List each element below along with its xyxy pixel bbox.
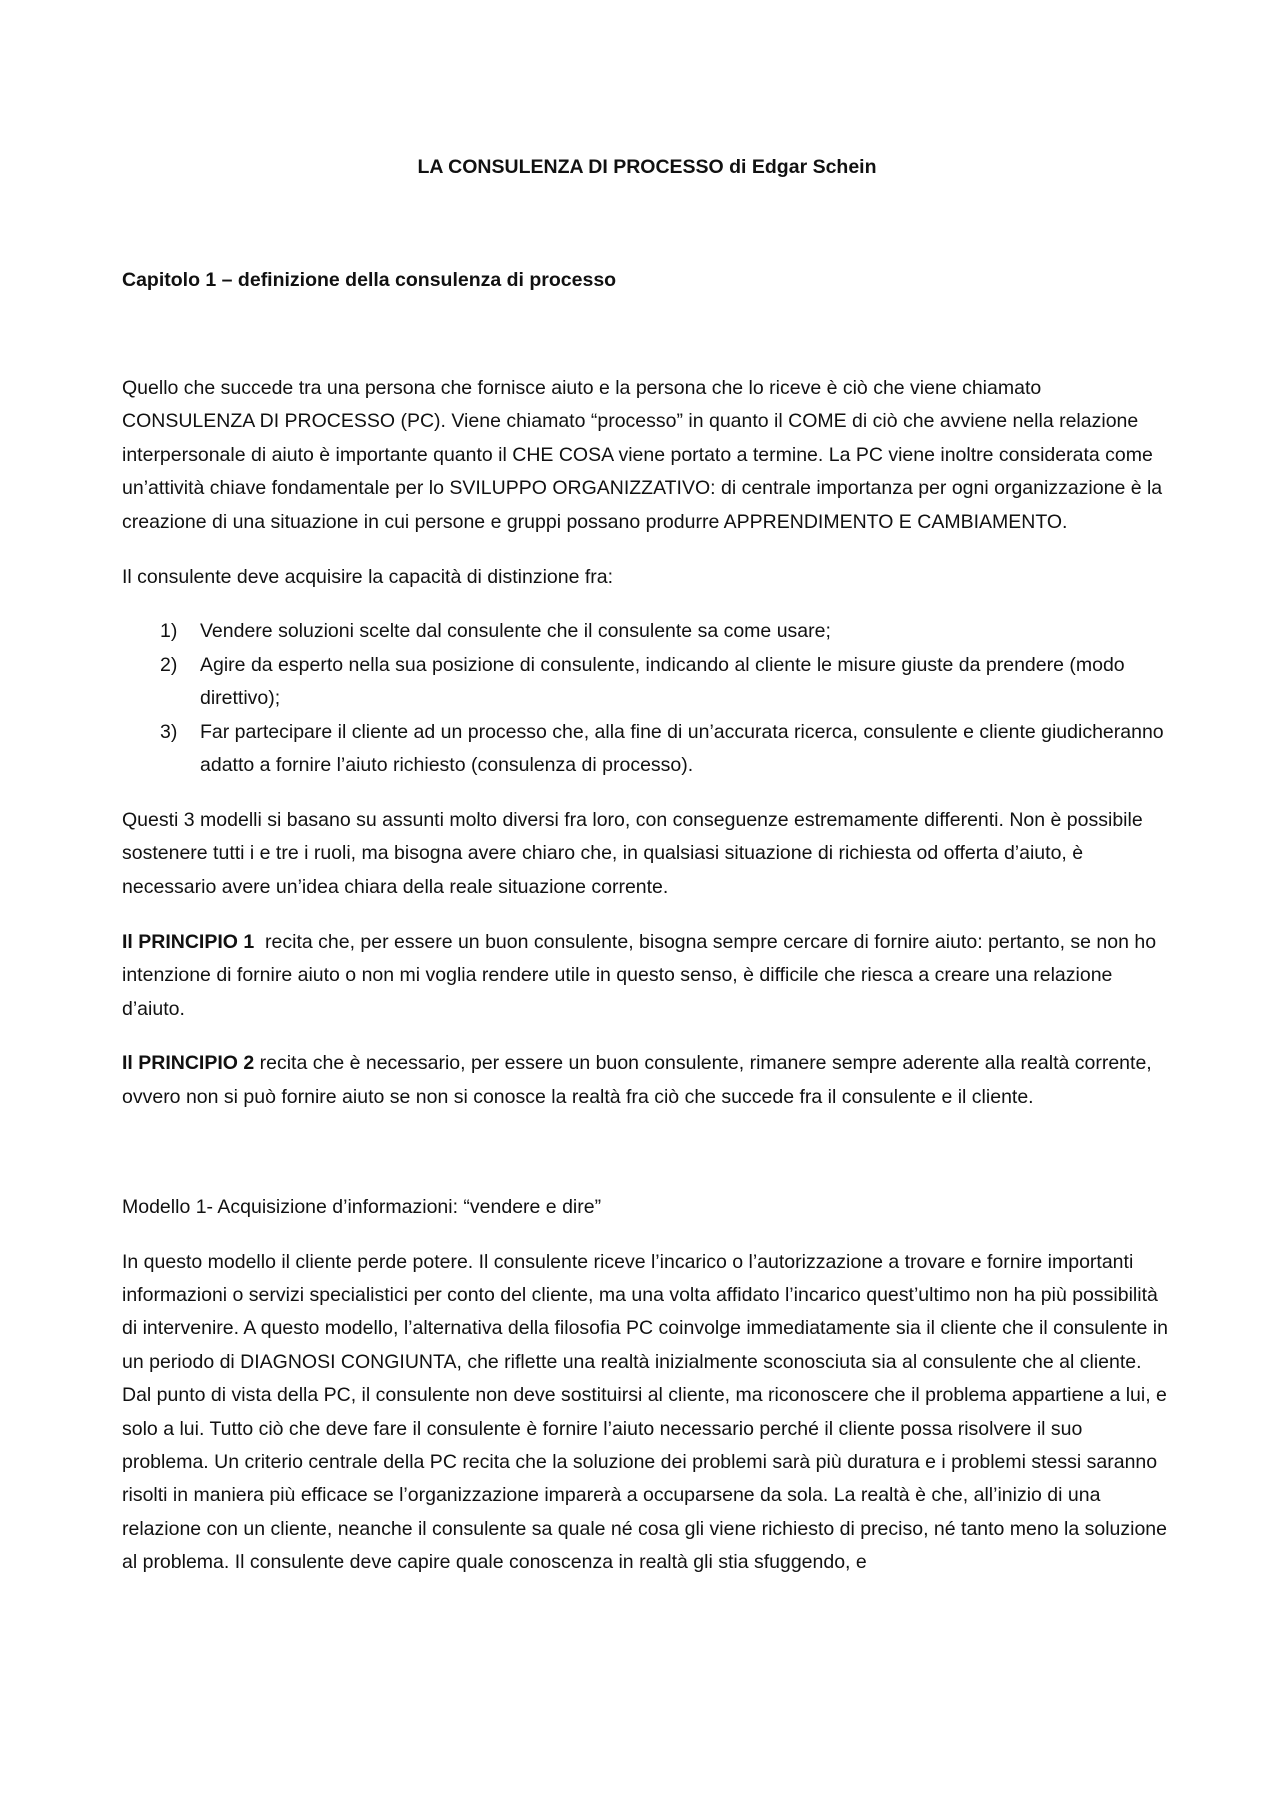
list-item-text: Vendere soluzioni scelte dal consulente che il consulente sa come usare; (200, 620, 831, 643)
list-intro: Il consulente deve acquisire la capacità di distinzione fra: (122, 565, 614, 588)
models-paragraph: Questi 3 modelli si basano su assunti molto diversi fra loro, con conseguenze estremamente differenti. Non è possibile sostenere tutti i e tre i ruoli, ma bisogna avere chiaro che, in qualsiasi situazione di richiesta od offerta d’aiuto, è necessario avere un’idea chiara della reale situazione corrente. (122, 808, 1143, 898)
list-item-number: 3) (160, 720, 178, 743)
model-1-paragraph: In questo modello il cliente perde potere. Il consulente riceve l’incarico o l’autorizzazione a trovare e fornire importanti informazioni o servizi specialistici per conto del cliente, ma una volta affidato l’incarico quest’ultimo non ha più possibilità di intervenire. A questo modello, l’alternativa della filosofia PC coinvolge immediatamente sia il cliente che il consulente in un periodo di DIAGNOSI CONGIUNTA, che riflette una realtà inizialmente sconosciuta sia al consulente che al cliente. Dal punto di vista della PC, il consulente non deve sostituirsi al cliente, ma riconoscere che il problema appartiene a lui, e solo a lui. Tutto ciò che deve fare il consulente è fornire l’aiuto necessario perché il cliente possa risolvere il suo problema. Un criterio centrale della PC recita che la soluzione dei problemi sarà più duratura e i problemi stessi saranno risolti in maniera più efficace se l’organizzazione imparerà a occuparsene da sola. La realtà è che, all’inizio di una relazione con un cliente, neanche il consulente sa quale né cosa gli viene richiesto di preciso, né tanto meno la soluzione al problema. Il consulente deve capire quale conoscenza in realtà gli stia sfuggendo, e (122, 1250, 1168, 1574)
principle-1-paragraph (122, 926, 1172, 1026)
model-1-heading: Modello 1- Acquisizione d’informazioni: “vendere e dire” (122, 1195, 602, 1218)
body-text (122, 372, 1172, 1601)
intro-paragraph: Quello che succede tra una persona che fornisce aiuto e la persona che lo riceve è ciò che viene chiamato CONSULENZA DI PROCESSO (PC). Viene chiamato “processo” in quanto il COME di ciò che avviene nella relazione interpersonale di aiuto è importante quanto il CHE COSA viene portato a termine. La PC viene inoltre considerata come un’attività chiave fondamentale per lo SVILUPPO ORGANIZZATIVO: di centrale importanza per ogni organizzazione è la creazione di una situazione in cui persone e gruppi possano produrre APPRENDIMENTO E CAMBIAMENTO. (122, 377, 1163, 533)
principle-1-label: Il PRINCIPIO 1 (122, 930, 255, 953)
document-title: LA CONSULENZA DI PROCESSO di Edgar Schein (417, 156, 877, 178)
section-spacer (122, 1136, 1172, 1191)
list-item (122, 649, 1172, 716)
consultant-models-list (122, 615, 1172, 782)
list-item-number: 1) (160, 620, 178, 643)
principle-2-paragraph (122, 1047, 1172, 1114)
principle-1-text: recita che, per essere un buon consulente, bisogna sempre cercare di fornire aiuto: pertanto, se non ho intenzione di fornire aiuto o non mi voglia rendere utile in questo senso, è difficile che riesca a creare una relazione d’aiuto. (122, 930, 1162, 1020)
list-item (122, 716, 1172, 783)
list-item-number: 2) (160, 653, 178, 676)
chapter-title: Capitolo 1 – definizione della consulenza di processo (122, 269, 617, 291)
list-item-text: Agire da esperto nella sua posizione di consulente, indicando al cliente le misure giuste da prendere (modo direttivo); (200, 653, 1125, 710)
list-item (122, 615, 1172, 648)
list-item-text: Far partecipare il cliente ad un processo che, alla fine di un’accurata ricerca, consulente e cliente giudicheranno adatto a fornire l’aiuto richiesto (consulenza di processo). (200, 720, 1164, 777)
principle-2-label: Il PRINCIPIO 2 (122, 1052, 255, 1075)
principle-2-text: recita che è necessario, per essere un buon consulente, rimanere sempre aderente alla realtà corrente, ovvero non si può fornire aiuto se non si conosce la realtà fra ciò che succede fra il consulente e il cliente. (122, 1052, 1158, 1108)
